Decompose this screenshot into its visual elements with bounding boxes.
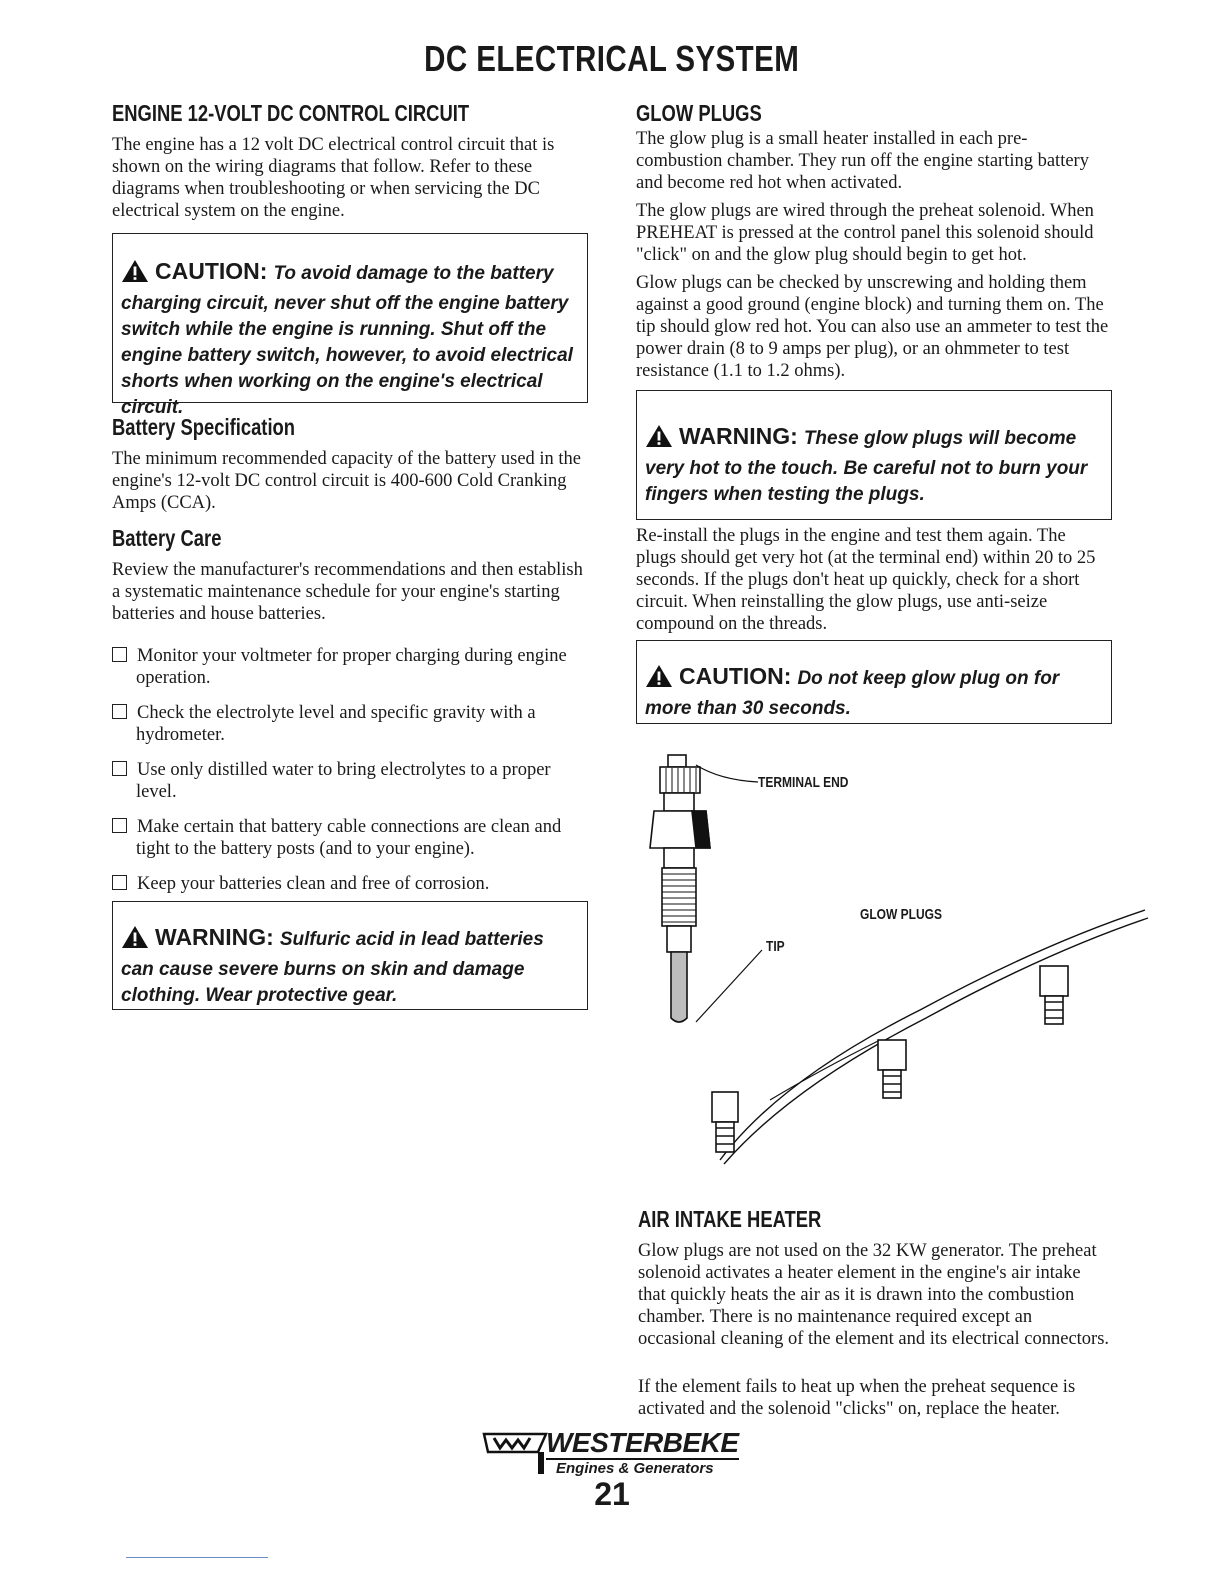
warning-triangle-icon	[121, 925, 149, 957]
battery-switch-caution-box	[112, 233, 588, 418]
checklist-item: Keep your batteries clean and free of corrosion.	[112, 873, 592, 895]
plug-neck	[664, 848, 694, 868]
battery-care-heading: Battery Care	[112, 525, 222, 551]
caution-text: Do not keep glow plug on for more than 30 seconds.	[645, 668, 1060, 719]
brand-tagline: Engines & Generators	[556, 1460, 714, 1477]
glow-plugs-label: GLOW PLUGS	[860, 906, 942, 923]
warning-triangle-icon	[121, 259, 149, 291]
checklist-item: Make certain that battery cable connections are clean and tight to the battery posts (and to your engine).	[112, 816, 592, 860]
page-number: 21	[594, 1476, 630, 1512]
sulfuric-acid-warning-box	[112, 901, 588, 1010]
checkbox-icon	[112, 704, 127, 719]
engine-circuit-heading: ENGINE 12-VOLT DC CONTROL CIRCUIT	[112, 100, 470, 126]
bottom-rule	[126, 1557, 268, 1558]
plug-body-threads	[662, 868, 696, 926]
warning-label: WARNING:	[155, 924, 274, 950]
checklist-item: Monitor your voltmeter for proper charging during engine operation.	[112, 645, 592, 689]
engine-plug-3	[1040, 966, 1068, 996]
caution-label: CAUTION:	[679, 663, 792, 689]
warning-triangle-icon	[645, 664, 673, 696]
engine-plug-2	[878, 1040, 906, 1070]
checklist-item: Use only distilled water to bring electrolytes to a proper level.	[112, 759, 592, 803]
glow-plugs-heading: GLOW PLUGS	[636, 100, 762, 126]
caution-text: To avoid damage to the battery charging circuit, never shut off the engine battery switch while the engine is running. Shut off the engine battery switch, however, to avoid electrical shorts when working on the engine's electrical circuit.	[121, 263, 573, 418]
tip-label: TIP	[766, 938, 785, 955]
battery-care-text: Review the manufacturer's recommendations and then establish a systematic maintenance schedule for your engine's starting batteries and house batteries.	[112, 560, 583, 624]
air-intake-text-1: Glow plugs are not used on the 32 KW generator. The preheat solenoid activates a heater element in the engine's air intake that quickly heats the air as it is drawn into the combustion chamber. There is no maintenance required except an occasional cleaning of the element and its electrical connectors.	[638, 1241, 1110, 1349]
warning-text: These glow plugs will become very hot to the touch. Be careful not to burn your fingers when testing the plugs.	[645, 428, 1088, 505]
engine-circuit-text: The engine has a 12 volt DC electrical control circuit that is shown on the wiring diagrams that follow. Refer to these diagrams when troubleshooting or when servicing the DC electrical system on the engine.	[112, 135, 555, 221]
glow-plug-time-caution-box	[636, 640, 1112, 724]
checkbox-icon	[112, 818, 127, 833]
reinstall-text: Re-install the plugs in the engine and test them again. The plugs should get very hot (at the terminal end) within 20 to 25 seconds. If the plugs don't heat up quickly, check for a short circuit. When reinstalling the glow plugs, use anti-seize compound on the threads.	[636, 526, 1096, 634]
battery-spec-text: The minimum recommended capacity of the battery used in the engine's 12-volt DC control circuit is 400-600 Cold Cranking Amps (CCA).	[112, 449, 582, 513]
checkbox-icon	[112, 761, 127, 776]
caution-label: CAUTION:	[155, 258, 268, 284]
plug-terminal-nut	[668, 755, 686, 767]
checkbox-icon	[112, 647, 127, 662]
battery-spec-heading: Battery Specification	[112, 414, 296, 440]
glow-plugs-text-1: The glow plug is a small heater installed in each pre-combustion chamber. They run off the engine starting battery and become red hot when activated.	[636, 129, 1089, 193]
checklist-item: Check the electrolyte level and specific gravity with a hydrometer.	[112, 702, 592, 746]
air-intake-text-2: If the element fails to heat up when the preheat sequence is activated and the solenoid "clicks" on, replace the heater.	[638, 1377, 1076, 1419]
terminal-end-label: TERMINAL END	[758, 774, 849, 791]
warning-text: Sulfuric acid in lead batteries can cause severe burns on skin and damage clothing. Wear protective gear.	[121, 929, 544, 1006]
air-intake-heading: AIR INTAKE HEATER	[638, 1206, 822, 1232]
plug-tip	[671, 952, 687, 1022]
glow-plugs-text-3: Glow plugs can be checked by unscrewing and holding them against a good ground (engine block) and turning them on. The tip should glow red hot. You can also use an ammeter to test the power drain (8 to 9 amps per plug), or an ohmmeter to test resistance (1.1 to 1.2 ohms).	[636, 273, 1109, 381]
terminal-leader	[696, 765, 758, 782]
plug-shank	[667, 926, 691, 952]
brand-name: WESTERBEKE	[546, 1427, 739, 1458]
engine-plug-1	[712, 1092, 738, 1122]
tip-leader	[696, 950, 762, 1022]
glow-plug-hot-warning-box	[636, 390, 1112, 520]
warning-triangle-icon	[645, 424, 673, 456]
page-title: DC ELECTRICAL SYSTEM	[424, 38, 800, 79]
checkbox-icon	[112, 875, 127, 890]
westerbeke-emblem-icon	[480, 1428, 550, 1476]
warning-label: WARNING:	[679, 423, 798, 449]
glow-plug-diagram	[620, 740, 1150, 1170]
westerbeke-logo	[480, 1428, 740, 1478]
plug-collar	[664, 793, 694, 811]
plug-hex-shadow	[692, 811, 710, 848]
glow-plugs-text-2: The glow plugs are wired through the preheat solenoid. When PREHEAT is pressed at the control panel this solenoid should "click" on and the glow plug should begin to get hot.	[636, 201, 1094, 265]
